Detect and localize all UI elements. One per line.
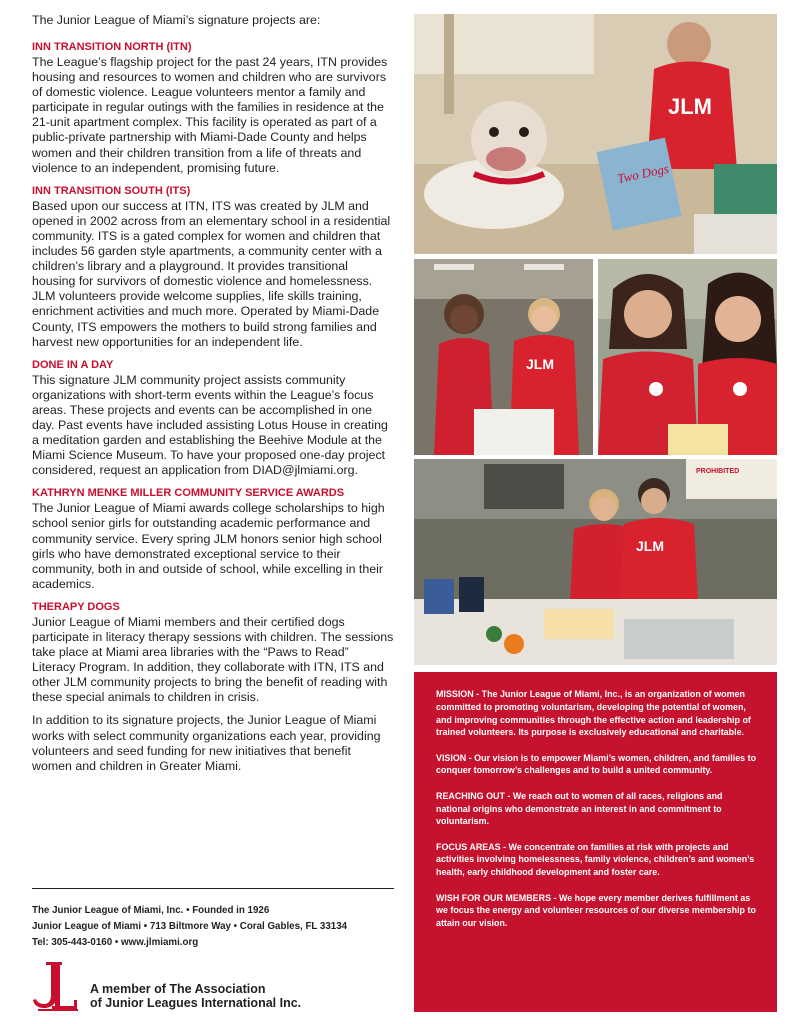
intro-text: The Junior League of Miami’s signature projects are: [32, 13, 321, 27]
section-body: The Junior League of Miami awards college scholarships to high school senior girls for outstanding academic performance and community service. Every spring JLM honors senior high school girls who have demonstrated exceptional service to their community, both in and outside of school, while excelling in their academics. [32, 501, 385, 591]
section-body: Based upon our success at ITN, ITS was created by JLM and opened in 2002 across from an elementary school in a residential community. ITS is a gated complex for women and children that includes 56 garden style apartments, a community center with a children’s library and a playground. It provides transitional housing for survivors of domestic violence and homelessness. JLM volunteers provide welcome supplies, life skills training, enrichment activities and much more. Operated by Miami-Dade County, ITS empowers the mothers to build strong families and harvest new opportunities for an independent life. [32, 198, 391, 349]
section-therapy-dogs [32, 600, 394, 706]
mission-panel [414, 672, 777, 1012]
section-body: Junior League of Miami members and their certified dogs participate in literacy therapy sessions with children. The sessions take place at Miami area libraries with the “Paws to Read” Literacy Program. In addition, they collaborate with ITN, ITS and other JLM community projects to bring the benefit of reading with these special animals to children in crisis. [32, 614, 394, 705]
wish-statement: WISH FOR OUR MEMBERS - We hope every member derives fulfillment as we focus the energy and volunteer resources of our diverse membership to attain our vision. [436, 892, 756, 929]
closing-paragraph: In addition to its signature projects, the Junior League of Miami works with select community organizations each year, providing volunteers and seed funding for new initiatives that benefit women and children in Greater Miami. [32, 713, 381, 773]
section-itn [32, 40, 394, 176]
shirt-jlm-text: JLM [636, 538, 664, 554]
section-body: The League’s flagship project for the past 24 years, ITN provides housing and resources to women and children who are survivors of domestic violence. League volunteers mentor a family and participate in regular outings with the families in residence at the 21-unit apartment complex. This facility is operated as part of a public-private partnership with Miami-Dade County and helps women and their children transition from a life of threats and violence to an independent, promising future. [32, 55, 388, 175]
section-title: THERAPY DOGS [32, 600, 120, 613]
contact-line-address: Junior League of Miami • 713 Biltmore Way • Coral Gables, FL 33134 [32, 920, 348, 932]
contact-line-founded: The Junior League of Miami, Inc. • Founded in 1926 [32, 904, 270, 916]
shirt-jlm-text: JLM [526, 356, 554, 372]
jl-monogram-logo [32, 960, 82, 1012]
member-line-2: of Junior Leagues International Inc. [90, 996, 302, 1010]
section-title: DONE IN A DAY [32, 358, 114, 371]
member-block [32, 960, 402, 1016]
section-title: KATHRYN MENKE MILLER COMMUNITY SERVICE AWARDS [32, 487, 345, 500]
section-service-awards [32, 486, 394, 592]
left-column [32, 12, 394, 774]
vision-statement: VISION - Our vision is to empower Miami’s women, children, and families to conquer tomorrow’s challenges and to build a united community. [436, 752, 757, 776]
member-text [90, 982, 301, 1010]
photo-food-table [414, 459, 777, 665]
contact-block [32, 902, 376, 950]
footer-divider [32, 888, 394, 889]
sign-prohibited-text: PROHIBITED [696, 468, 740, 475]
mission-statement: MISSION - The Junior League of Miami, Inc., is an organization of women committed to promoting voluntarism, developing the potential of women, and improving communities through the effective action and leadership of trained volunteers. Its purpose is exclusively educational and charitable. [436, 689, 751, 738]
section-title: INN TRANSITION SOUTH (ITS) [32, 184, 191, 197]
reaching-out-statement: REACHING OUT - We reach out to women of all races, religions and national origins who demonstrate an interest in and commitment to voluntarism. [436, 790, 723, 827]
section-title: INN TRANSITION NORTH (ITN) [32, 41, 192, 53]
section-body: This signature JLM community project assists community organizations with short-term events within the League’s focus areas. These projects and events can be accomplished in one day. Past events have included assisting Lotus House in creating a meditation garden and establishing the Beehive Module at the Miami Science Museum. To have your proposed one-day project considered, request an application from DIAD@jlmiami.org. [32, 372, 388, 478]
section-done-in-a-day [32, 358, 394, 479]
photo-two-volunteers [598, 259, 777, 455]
section-its [32, 184, 394, 350]
member-line-1: A member of The Association [90, 982, 266, 996]
shirt-jlm-text: JLM [668, 94, 712, 119]
focus-areas-statement: FOCUS AREAS - We concentrate on families at risk with projects and activities involving homelessness, family violence, children’s and women’s health, early childhood development and foster care. [436, 841, 755, 878]
photo-therapy-dog [414, 14, 777, 254]
book-title-text: Two Dogs [615, 160, 671, 187]
contact-line-phone-web[interactable]: Tel: 305-443-0160 • www.jlmiami.org [32, 936, 199, 948]
photo-volunteers-hall [414, 259, 593, 455]
